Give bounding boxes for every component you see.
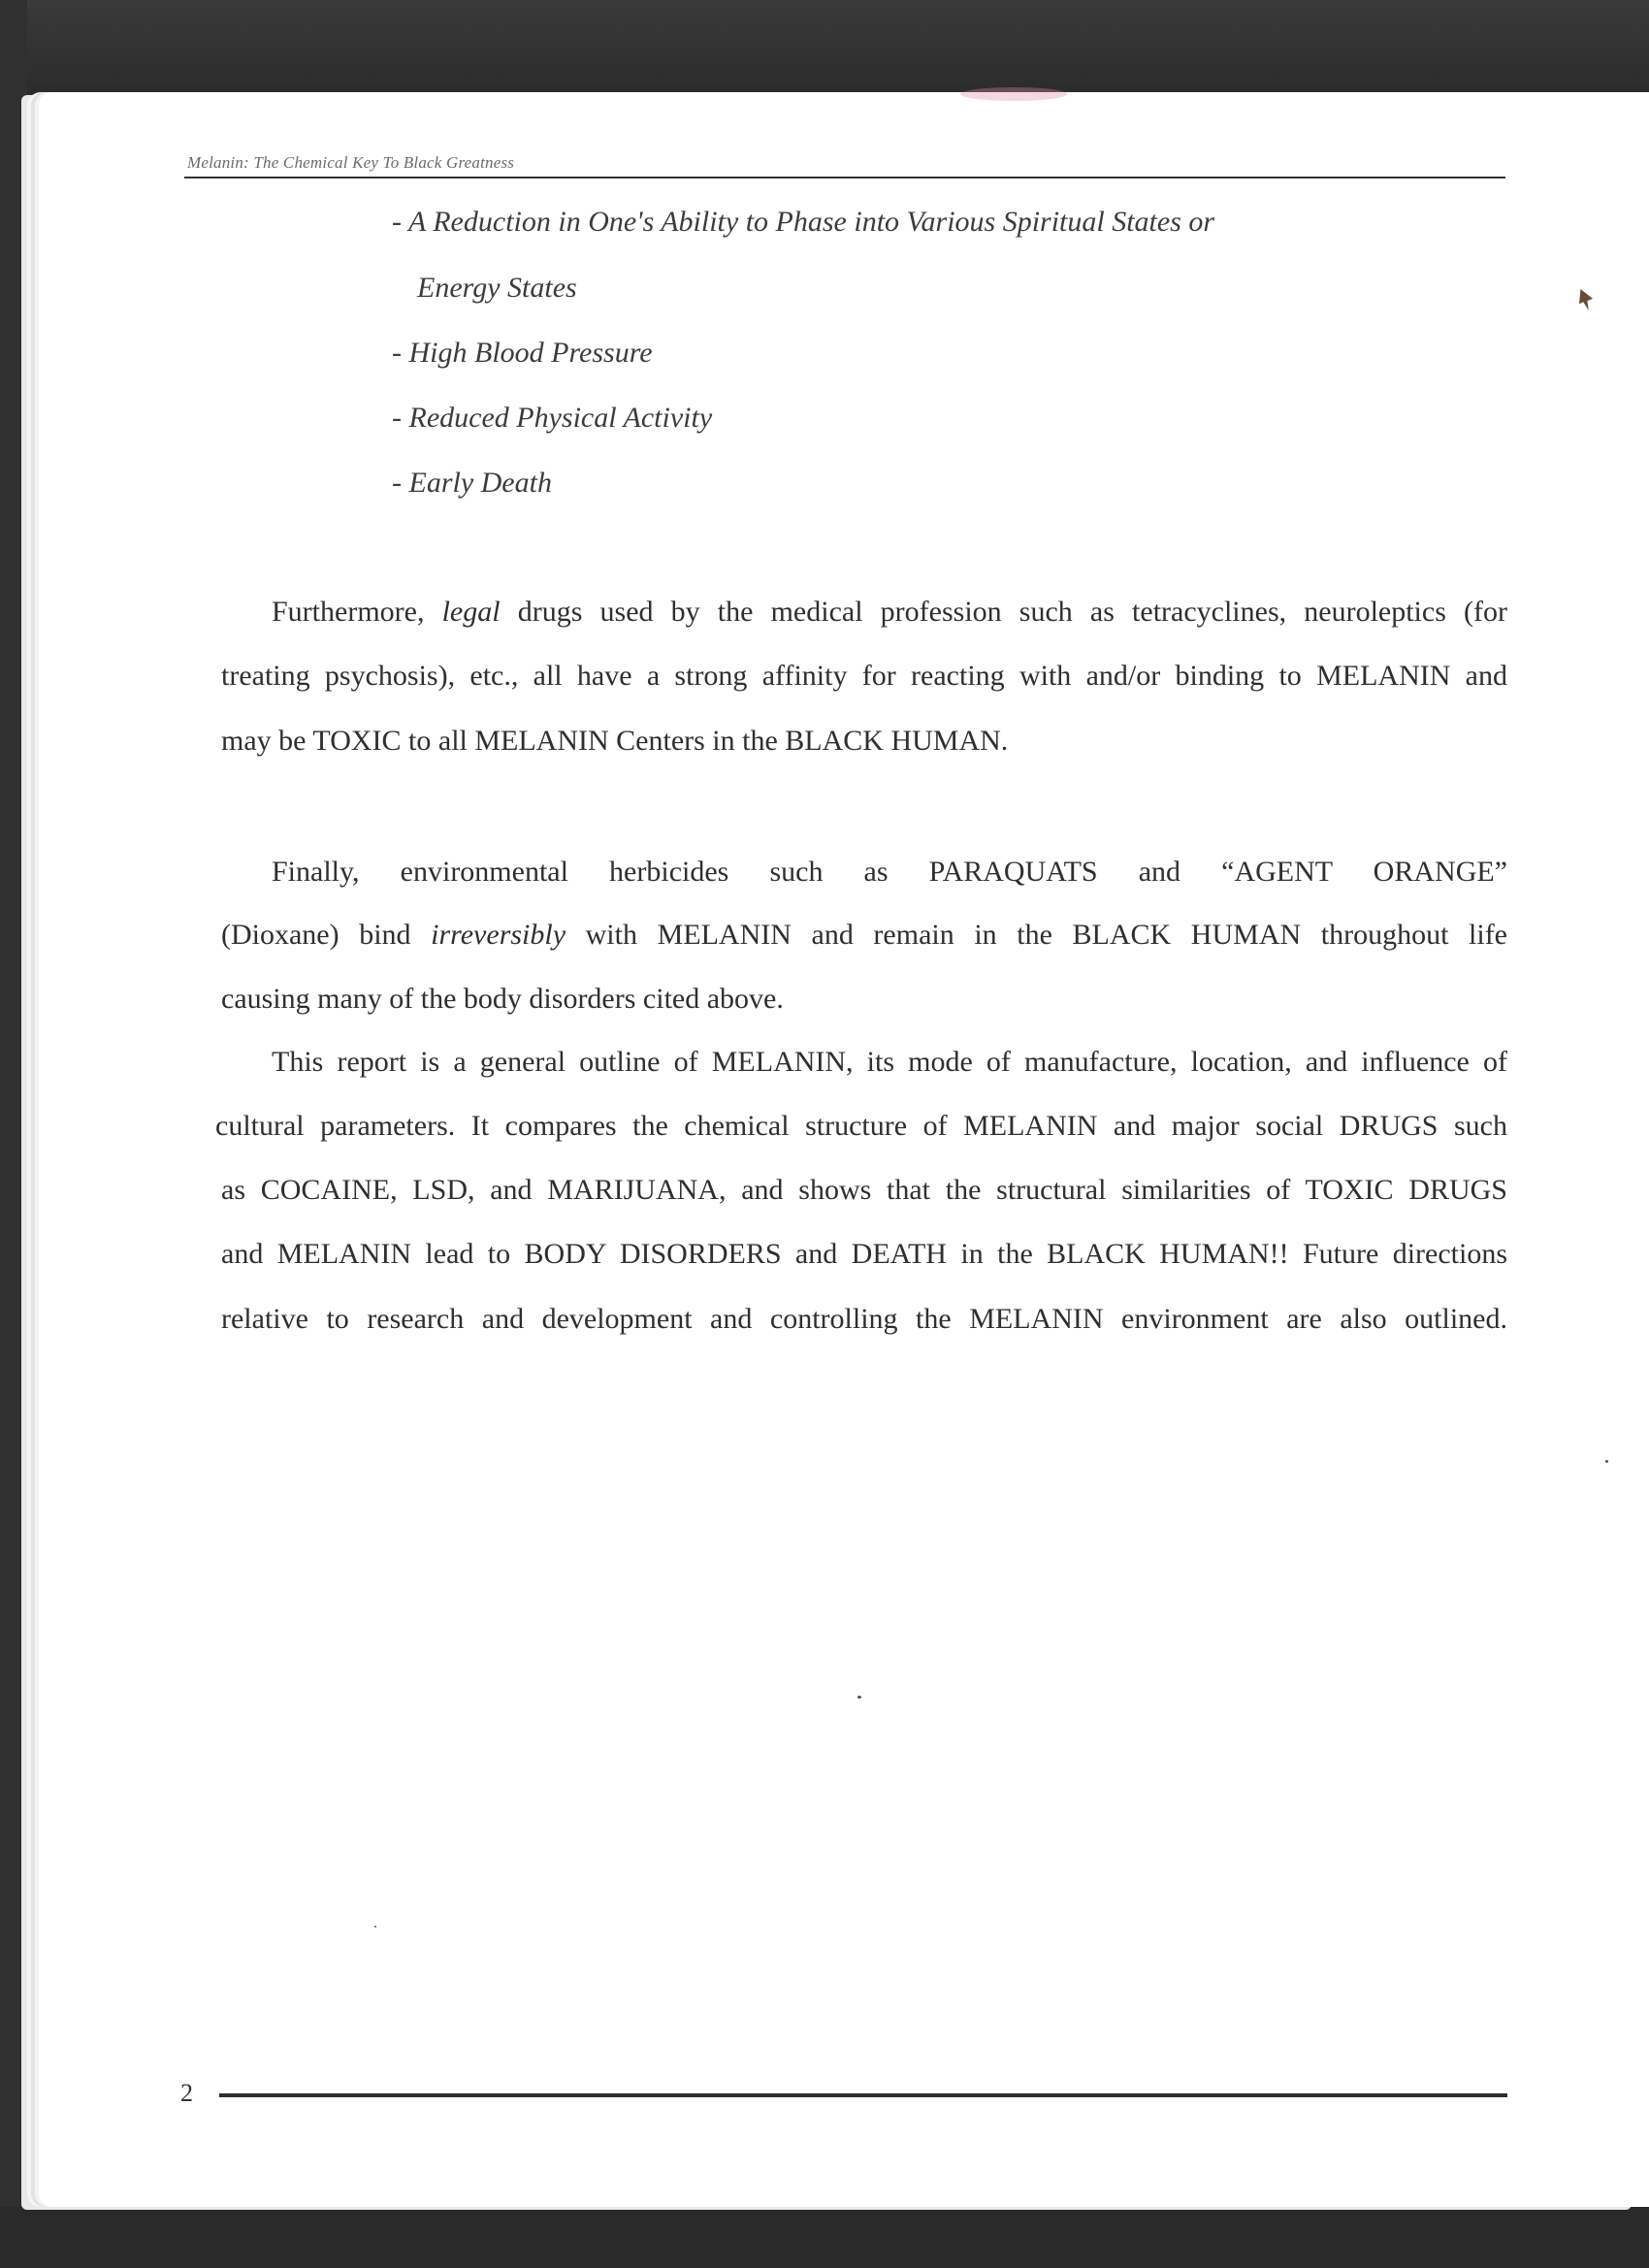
bullet-item: - Early Death	[392, 467, 552, 499]
bullet-item: - Reduced Physical Activity	[392, 402, 713, 434]
paragraph-line: relative to research and development and controlling the MELANIN environment are also outlined.	[221, 1303, 1507, 1335]
paragraph-line: and MELANIN lead to BODY DISORDERS and DEATH in the BLACK HUMAN!! Future directions	[221, 1238, 1507, 1270]
paragraph-line: may be TOXIC to all MELANIN Centers in the BLACK HUMAN.	[221, 725, 1009, 757]
paragraph-line: cultural parameters. It compares the chemical structure of MELANIN and major social DRUGS such	[215, 1110, 1507, 1142]
bullet-item-continuation: Energy States	[417, 272, 577, 304]
text-run: Furthermore,	[272, 596, 442, 628]
document-page	[39, 92, 1649, 2207]
text-run: drugs used by the medical profession such as tetracyclines, neuroleptics (for	[500, 596, 1507, 628]
bullet-item: - High Blood Pressure	[392, 337, 653, 369]
running-header: Melanin: The Chemical Key To Black Greatness	[187, 153, 515, 172]
emphasis-text: legal	[441, 596, 501, 628]
paragraph-line	[221, 919, 1507, 952]
paragraph-line: treating psychosis), etc., all have a strong affinity for reacting with and/or binding to MELANIN and	[221, 660, 1507, 692]
paragraph-line: Finally, environmental herbicides such as PARAQUATS and “AGENT ORANGE”	[272, 856, 1507, 888]
scan-speck	[857, 1696, 861, 1699]
paragraph-line: as COCAINE, LSD, and MARIJUANA, and shows that the structural similarities of TOXIC DRUGS	[221, 1174, 1507, 1206]
scan-speck	[374, 1926, 376, 1928]
bullet-item: - A Reduction in One's Ability to Phase into Various Spiritual States or	[392, 206, 1215, 238]
paragraph-line: causing many of the body disorders cited above.	[221, 983, 784, 1015]
stain-mark	[960, 87, 1067, 101]
paragraph-line	[272, 596, 1507, 629]
footer-rule	[219, 2093, 1507, 2097]
paragraph-line: This report is a general outline of MELANIN, its mode of manufacture, location, and influence of	[272, 1046, 1507, 1078]
scan-background-bottom	[0, 2207, 1649, 2268]
scan-speck	[1605, 1460, 1608, 1463]
scan-background-top	[0, 0, 1649, 97]
page-number: 2	[180, 2079, 193, 2107]
header-rule	[184, 177, 1505, 178]
text-run: (Dioxane) bind	[221, 919, 432, 951]
text-run: with MELANIN and remain in the BLACK HUMAN throughout life	[566, 919, 1507, 951]
emphasis-text: irreversibly	[431, 919, 566, 951]
